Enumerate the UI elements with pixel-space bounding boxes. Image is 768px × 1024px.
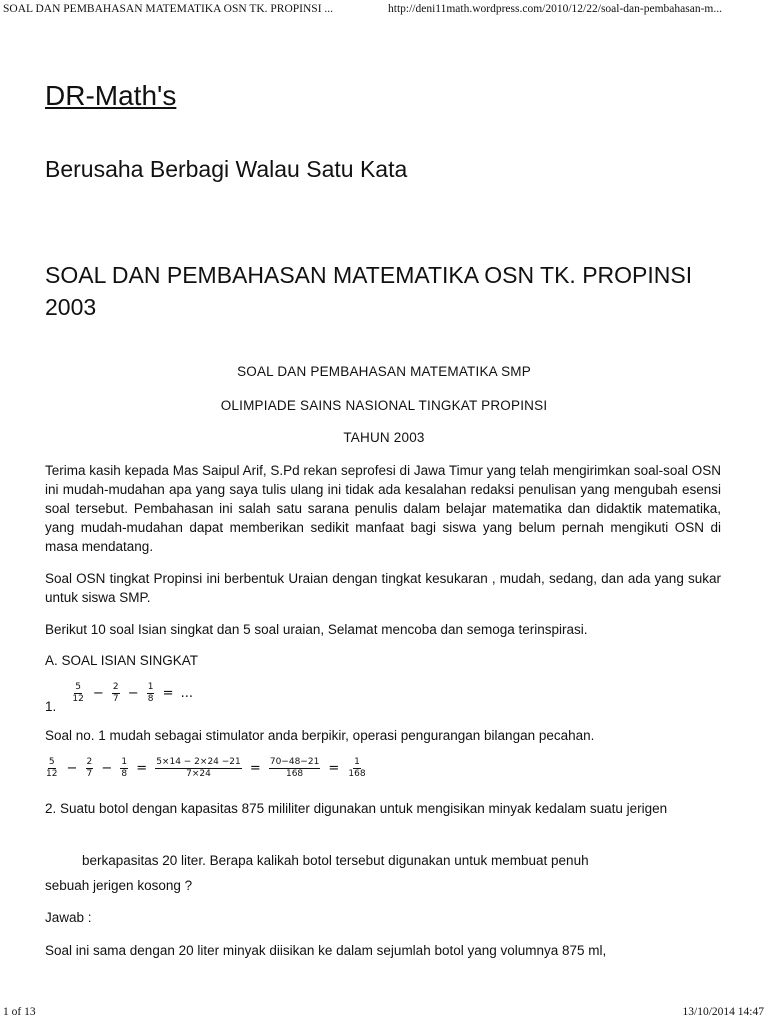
question-2-text: 2. Suatu botol dengan kapasitas 875 mililiter digunakan untuk mengisikan minyak kedalam suatu jerigen bbox=[45, 801, 668, 816]
heading-olimpiade: OLIMPIADE SAINS NASIONAL TINGKAT PROPINSI bbox=[220, 398, 548, 413]
question-1-solution: $\frac{5}{12}$ − $\frac{2}{7}$ − $\frac{1}{8}$ = $\frac{5\times 14 - 2\times 24 -21}{7\times 24}$ = $\frac{70-48-21}{168}$ = $\frac{1}{168}$ bbox=[46, 757, 366, 779]
question-1-number: 1. bbox=[45, 699, 57, 714]
question-2-text-end: sebuah jerigen kosong ? bbox=[45, 878, 193, 893]
question-2-text-continued: berkapasitas 20 liter. Berapa kalikah botol tersebut digunakan untuk membuat penuh bbox=[82, 853, 589, 868]
print-header-url: http://deni11math.wordpress.com/2010/12/22/soal-dan-pembahasan-m... bbox=[388, 3, 722, 15]
heading-tahun: TAHUN 2003 bbox=[343, 430, 425, 445]
intro-paragraph: Terima kasih kepada Mas Saipul Arif, S.Pd rekan seprofesi di Jawa Timur yang telah mengirimkan soal-soal OSN ini mudah-mudahan apa yang saya tulis ulang ini tidak ada kesalahan redaksi penulisan yang mengubah esensi soal tersebut. Pembahasan ini salah satu sarana penulis dalam belajar matematika dan didaktik matematika, yang mudah-mudahan dapat memberikan sedikit manfaat bagi siswa yang belum pernah mengikuti OSN di masa mendatang. bbox=[45, 463, 721, 554]
page-count: 1 of 13 bbox=[3, 1006, 36, 1018]
fraction: $\frac{5}{12}$ bbox=[72, 682, 84, 704]
closing-paragraph: Berikut 10 soal Isian singkat dan 5 soal uraian, Selamat mencoba dan semoga terinspirasi. bbox=[45, 622, 588, 637]
fraction: $\frac{1}{8}$ bbox=[121, 757, 128, 779]
fraction: $\frac{2}{7}$ bbox=[112, 682, 119, 704]
question-1-note: Soal no. 1 mudah sebagai stimulator anda berpikir, operasi pengurangan bilangan pecahan. bbox=[45, 728, 595, 743]
fraction: $\frac{1}{168}$ bbox=[348, 757, 366, 779]
section-a-heading: A. SOAL ISIAN SINGKAT bbox=[45, 653, 199, 668]
fraction: $\frac{5}{12}$ bbox=[46, 757, 58, 779]
fraction: $\frac{2}{7}$ bbox=[86, 757, 93, 779]
post-title: SOAL DAN PEMBAHASAN MATEMATIKA OSN TK. PROPINSI 2003 bbox=[45, 262, 693, 320]
print-header-title: SOAL DAN PEMBAHASAN MATEMATIKA OSN TK. PROPINSI ... bbox=[3, 3, 334, 15]
format-paragraph: Soal OSN tingkat Propinsi ini berbentuk Uraian dengan tingkat kesukaran , mudah, sedang, dan ada yang sukar untuk siswa SMP. bbox=[45, 571, 721, 605]
heading-soal-pembahasan: SOAL DAN PEMBAHASAN MATEMATIKA SMP bbox=[237, 364, 531, 379]
site-title-link[interactable]: DR-Math's bbox=[45, 80, 177, 111]
fraction: $\frac{1}{8}$ bbox=[147, 682, 154, 704]
answer-text: Soal ini sama dengan 20 liter minyak diisikan ke dalam sejumlah botol yang volumnya 875 ml, bbox=[45, 943, 607, 958]
site-description: Berusaha Berbagi Walau Satu Kata bbox=[45, 156, 408, 182]
print-datetime: 13/10/2014 14:47 bbox=[682, 1006, 764, 1018]
answer-label: Jawab : bbox=[45, 910, 92, 925]
fraction: $\frac{70-48-21}{168}$ bbox=[269, 757, 320, 779]
fraction: $\frac{5\times 14 - 2\times 24 -21}{7\times 24}$ bbox=[156, 757, 241, 779]
question-1: $_{1.}$ $\frac{5}{12}$ − $\frac{2}{7}$ − $\frac{1}{8}$ = ... bbox=[45, 682, 193, 714]
